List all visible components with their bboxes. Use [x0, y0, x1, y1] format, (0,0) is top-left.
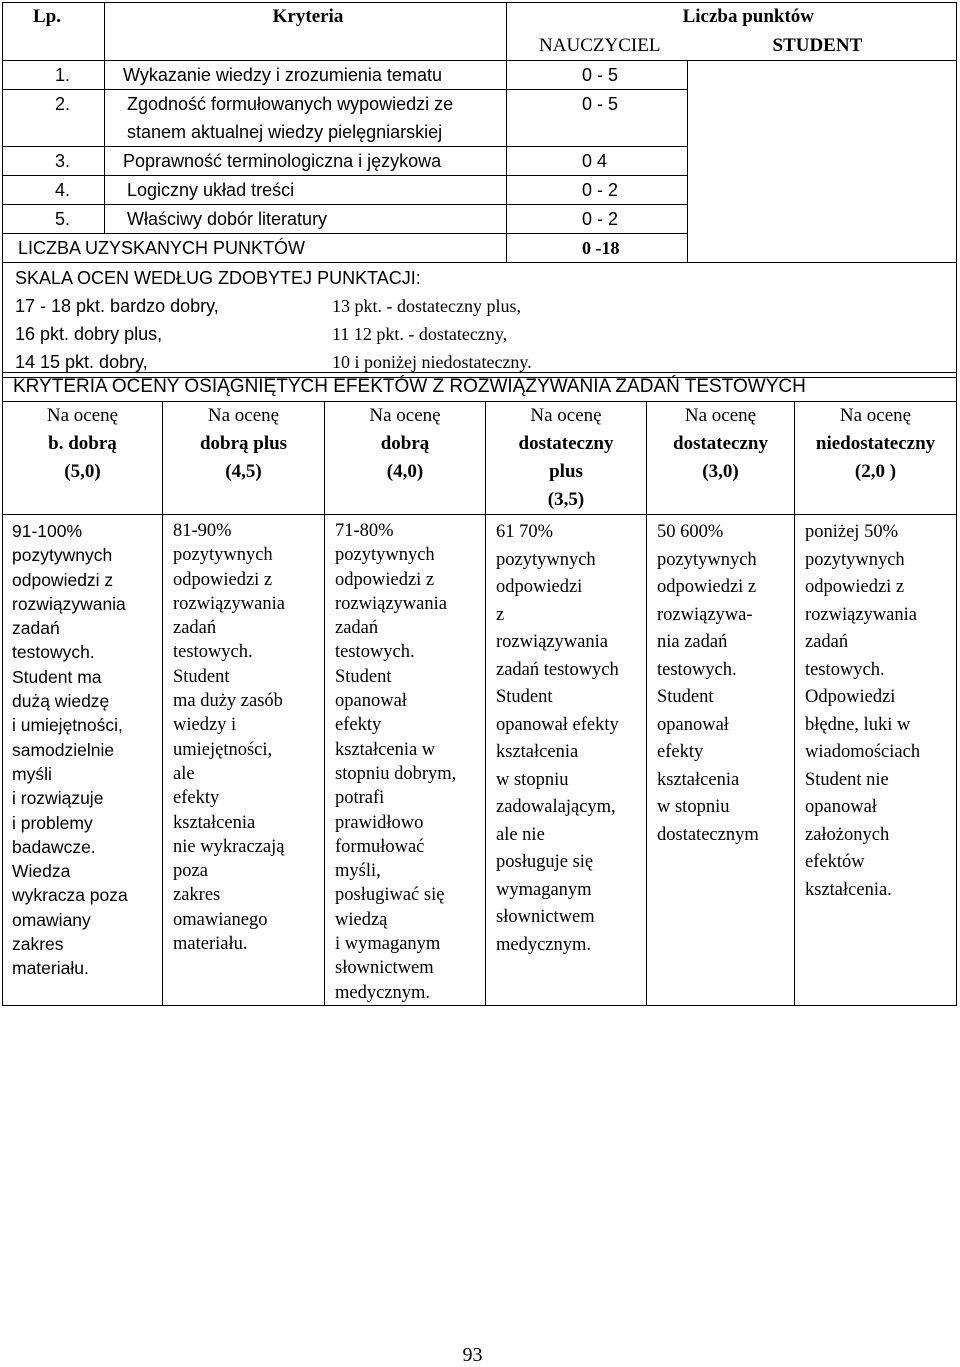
scale-entry: 16 pkt. dobry plus,	[15, 323, 163, 344]
scale-title: SKALA OCEN WEDŁUG ZDOBYTEJ PUNKTACJI:	[15, 267, 421, 288]
grade-label: Na ocenę	[839, 405, 912, 426]
grade-label: Na ocenę	[369, 405, 441, 426]
grade-name: dobrą plus	[199, 433, 288, 454]
effects-table	[2, 372, 957, 1006]
criterion-points: 0 4	[507, 146, 688, 175]
criterion-number: 4.	[3, 175, 105, 204]
lp-header: Lp.	[3, 3, 105, 32]
grade-description: 61 70% pozytywnych odpowiedzi z rozwiązywania zadań testowych Student opanował efekty kształcenia w stopniu zadowalającym, ale nie posługuje się wymaganym słownictwem medycznym.	[486, 515, 647, 1006]
grade-header	[163, 402, 325, 515]
criterion-text: Logiczny układ treści	[105, 175, 507, 204]
scale-entry: 10 i poniżej niedostateczny.	[332, 351, 532, 372]
grade-value: (4,5)	[225, 461, 262, 482]
grade-label: Na ocenę	[207, 405, 280, 426]
criterion-number: 5.	[3, 204, 105, 233]
grade-header	[486, 402, 647, 515]
grade-header	[795, 402, 957, 515]
effects-title: KRYTERIA OCENY OSIĄGNIĘTYCH EFEKTÓW Z ROZWIĄZYWANIA ZADAŃ TESTOWYCH	[3, 373, 957, 402]
grade-header	[325, 402, 486, 515]
page-number: 93	[462, 1344, 483, 1366]
grade-name: dostateczny	[673, 433, 768, 454]
grade-description: 71-80% pozytywnych odpowiedzi z rozwiązywania zadań testowych. Student opanował efekty kształcenia w stopniu dobrym, potrafi prawidłowo formułować myśli, posługiwać się wiedzą i wymaganym słownictwem medycznym.	[325, 515, 486, 1006]
scale-entry: 11 12 pkt. - dostateczny,	[332, 323, 508, 344]
kryteria-header: Kryteria	[105, 3, 507, 32]
criterion-points: 0 - 2	[507, 204, 688, 233]
scale-entry: 14 15 pkt. dobry,	[15, 351, 148, 372]
grade-name: niedostateczny	[815, 433, 936, 454]
grade-value: (3,5)	[547, 489, 585, 510]
grade-value: (2,0 )	[854, 461, 897, 482]
grade-name: b. dobrą	[48, 433, 117, 454]
student-points-cell	[688, 60, 957, 262]
lp-header-spacer	[3, 32, 105, 61]
grade-label: Na ocenę	[684, 405, 757, 426]
criterion-text: Zgodność formułowanych wypowiedzi ze stanem aktualnej wiedzy pielęgniarskiej	[105, 89, 507, 146]
grade-label: Na ocenę	[46, 405, 119, 426]
total-label: LICZBA UZYSKANYCH PUNKTÓW	[3, 233, 507, 262]
grade-description: 50 600% pozytywnych odpowiedzi z rozwiązywa- nia zadań testowych. Student opanował efekty kształcenia w stopniu dostatecznym	[647, 515, 795, 1006]
scale-entry: 13 pkt. - dostateczny plus,	[332, 295, 521, 316]
grade-value: (3,0)	[702, 461, 739, 482]
criteria-table	[2, 2, 957, 378]
grade-label: Na ocenę	[530, 405, 602, 426]
kryteria-header-spacer	[105, 32, 507, 61]
grade-name: dostateczny	[518, 433, 614, 454]
criterion-number: 1.	[3, 60, 105, 89]
liczba-punktow-header: Liczba punktów	[507, 3, 957, 32]
scale-right	[332, 292, 532, 376]
criterion-points: 0 - 5	[507, 89, 688, 146]
grade-header	[3, 402, 163, 515]
scale-entry: 17 - 18 pkt. bardzo dobry,	[15, 295, 219, 316]
criterion-points: 0 - 5	[507, 60, 688, 89]
grade-description: 91-100% pozytywnych odpowiedzi z rozwiązywania zadań testowych. Student ma dużą wiedzę i umiejętności, samodzielnie myśli i rozwiązuje i problemy badawcze. Wiedza wykracza poza omawiany zakres materiału.	[3, 515, 163, 1006]
grade-value: (4,0)	[386, 461, 424, 482]
grade-description: poniżej 50% pozytywnych odpowiedzi z rozwiązywania zadań testowych. Odpowiedzi błędne, luki w wiadomościach Student nie opanował założonych efektów kształcenia.	[795, 515, 957, 1006]
grade-value: (5,0)	[64, 461, 101, 482]
criterion-number: 3.	[3, 146, 105, 175]
criterion-text: Właściwy dobór literatury	[105, 204, 507, 233]
grade-name: dobrą	[380, 433, 430, 454]
grade-value: plus	[549, 461, 583, 482]
scale-left	[15, 292, 219, 376]
nauczyciel-header: NAUCZYCIEL	[507, 32, 688, 61]
grade-description: 81-90% pozytywnych odpowiedzi z rozwiązywania zadań testowych. Student ma duży zasób wiedzy i umiejętności, ale efekty kształcenia nie wykraczają poza zakres omawianego materiału.	[163, 515, 325, 1006]
criterion-text: Poprawność terminologiczna i językowa	[105, 146, 507, 175]
student-header: STUDENT	[688, 32, 957, 61]
criterion-text: Wykazanie wiedzy i zrozumienia tematu	[105, 60, 507, 89]
criterion-number: 2.	[3, 89, 105, 146]
grade-header	[647, 402, 795, 515]
criterion-points: 0 - 2	[507, 175, 688, 204]
grading-scale	[3, 262, 957, 377]
total-points: 0 -18	[507, 233, 688, 262]
